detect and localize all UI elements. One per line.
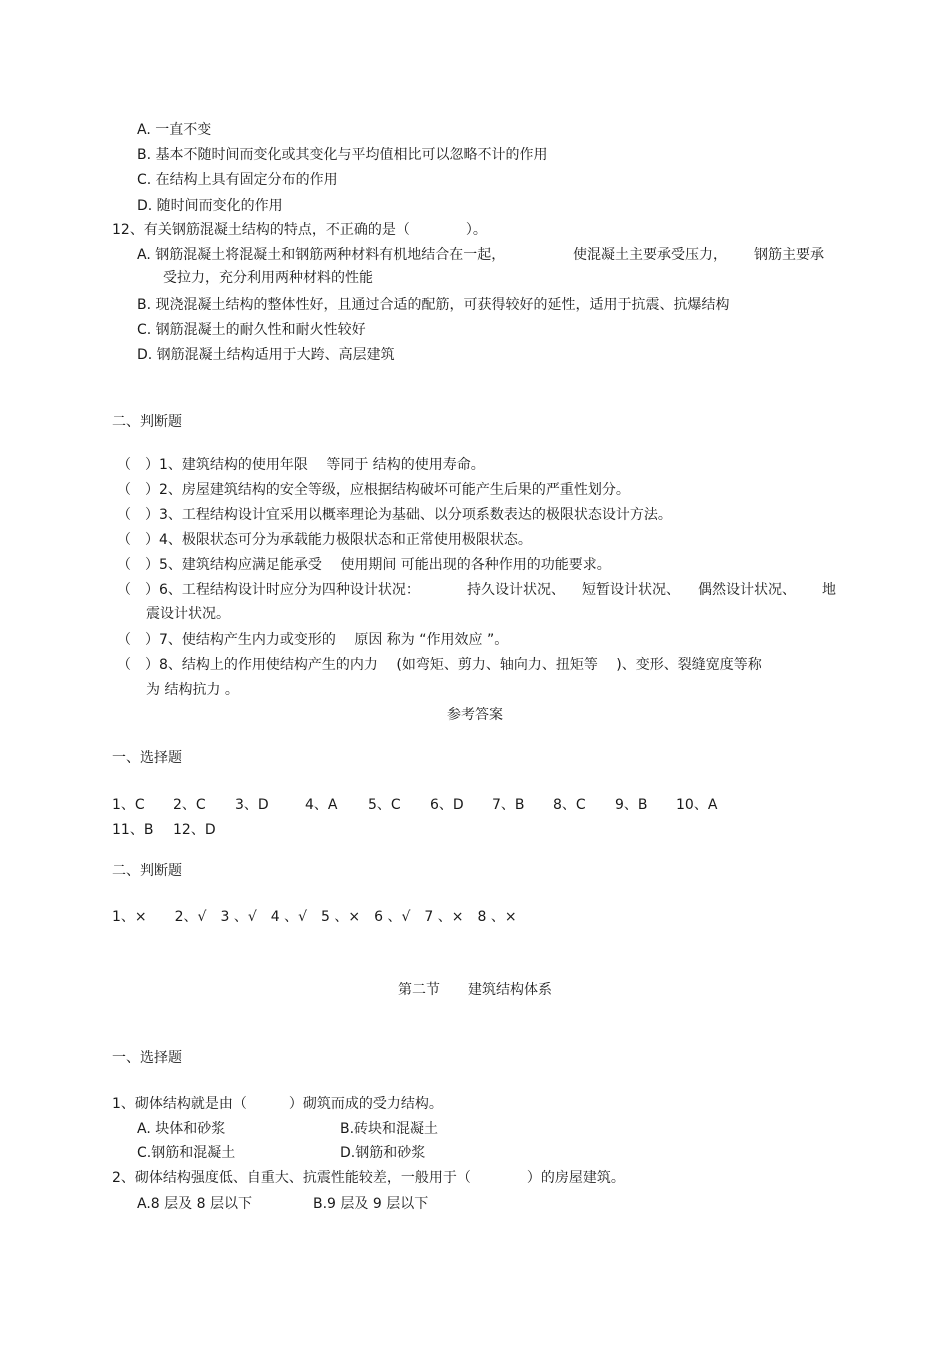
judge-heading: 二、判断题 xyxy=(112,414,182,430)
answers-title: 参考答案 xyxy=(447,707,503,723)
s2-q2-option-a: A.8 层及 8 层以下 xyxy=(137,1196,252,1212)
judge-item-3: （ ）3、工程结构设计宜采用以概率理论为基础、以分项系数表达的极限状态设计方法。 xyxy=(117,507,672,523)
judge-item-6-part5: 地 xyxy=(822,582,836,598)
judge-item-6-part3: 短暂设计状况、 xyxy=(582,582,680,598)
s2-q2-option-b: B.9 层及 9 层以下 xyxy=(313,1196,429,1212)
judge-item-6-part4: 偶然设计状况、 xyxy=(698,582,796,598)
q11-option-a: A. 一直不变 xyxy=(137,122,212,138)
section2-title: 第二节 建筑结构体系 xyxy=(398,982,552,998)
answer-4: 4、A xyxy=(305,797,338,813)
answer-3: 3、D xyxy=(235,797,269,813)
q11-option-b: B. 基本不随时间而变化或其变化与平均值相比可以忽略不计的作用 xyxy=(137,147,548,163)
answers-choice-heading: 一、选择题 xyxy=(112,750,182,766)
answer-6: 6、D xyxy=(430,797,464,813)
q12-option-b: B. 现浇混凝土结构的整体性好，且通过合适的配筋，可获得较好的延性，适用于抗震、抗爆结构 xyxy=(137,297,730,313)
s2-q1-stem: 1、砌体结构就是由（ ）砌筑而成的受力结构。 xyxy=(112,1096,443,1112)
judge-item-6-part2: 持久设计状况、 xyxy=(467,582,565,598)
q12-option-d: D. 钢筋混凝土结构适用于大跨、高层建筑 xyxy=(137,347,395,363)
answers-judge-heading: 二、判断题 xyxy=(112,863,182,879)
q12-option-a-part2: 使混凝土主要承受压力， xyxy=(573,247,727,263)
q11-option-c: C. 在结构上具有固定分布的作用 xyxy=(137,172,338,188)
s2-q1-option-b: B.砖块和混凝土 xyxy=(340,1121,439,1137)
q12-option-c: C. 钢筋混凝土的耐久性和耐火性较好 xyxy=(137,322,366,338)
answer-5: 5、C xyxy=(368,797,401,813)
answer-11: 11、B xyxy=(112,822,154,838)
answers-judge-row: 1、× 2、√ 3 、√ 4 、√ 5 、× 6 、√ 7 、× 8 、× xyxy=(112,909,517,925)
judge-item-6-line2: 震设计状况。 xyxy=(146,606,230,622)
answer-10: 10、A xyxy=(676,797,718,813)
judge-item-2: （ ）2、房屋建筑结构的安全等级，应根据结构破坏可能产生后果的严重性划分。 xyxy=(117,482,630,498)
judge-item-1: （ ）1、建筑结构的使用年限 等同于 结构的使用寿命。 xyxy=(117,457,485,473)
q11-option-d: D. 随时间而变化的作用 xyxy=(137,198,283,214)
s2-q1-option-c: C.钢筋和混凝土 xyxy=(137,1145,236,1161)
answer-1: 1、C xyxy=(112,797,145,813)
judge-item-5: （ ）5、建筑结构应满足能承受 使用期间 可能出现的各种作用的功能要求。 xyxy=(117,557,611,573)
q12-option-a-part1: A. 钢筋混凝土将混凝土和钢筋两种材料有机地结合在一起， xyxy=(137,247,506,263)
answer-9: 9、B xyxy=(615,797,648,813)
s2-q1-option-a: A. 块体和砂浆 xyxy=(137,1121,226,1137)
answer-2: 2、C xyxy=(173,797,206,813)
answer-12: 12、D xyxy=(173,822,216,838)
s2-q2-stem: 2、砌体结构强度低、自重大、抗震性能较差，一般用于（ ）的房屋建筑。 xyxy=(112,1170,625,1186)
judge-item-7: （ ）7、使结构产生内力或变形的 原因 称为 “作用效应 ”。 xyxy=(117,632,509,648)
s2-q1-option-d: D.钢筋和砂浆 xyxy=(340,1145,426,1161)
q12-stem: 12、有关钢筋混凝土结构的特点，不正确的是（ ）。 xyxy=(112,222,487,238)
q12-option-a-line2: 受拉力，充分利用两种材料的性能 xyxy=(163,270,373,286)
section2-choice-heading: 一、选择题 xyxy=(112,1050,182,1066)
answer-8: 8、C xyxy=(553,797,586,813)
judge-item-6-part1: （ ）6、工程结构设计时应分为四种设计状况： xyxy=(117,582,420,598)
answer-7: 7、B xyxy=(492,797,525,813)
judge-item-8: （ ）8、结构上的作用使结构产生的内力 (如弯矩、剪力、轴向力、扭矩等 )、变形、裂缝宽度等称 xyxy=(117,657,762,673)
q12-option-a-part3: 钢筋主要承 xyxy=(754,247,824,263)
judge-item-8-line2: 为 结构抗力 。 xyxy=(146,682,239,698)
judge-item-4: （ ）4、极限状态可分为承载能力极限状态和正常使用极限状态。 xyxy=(117,532,532,548)
